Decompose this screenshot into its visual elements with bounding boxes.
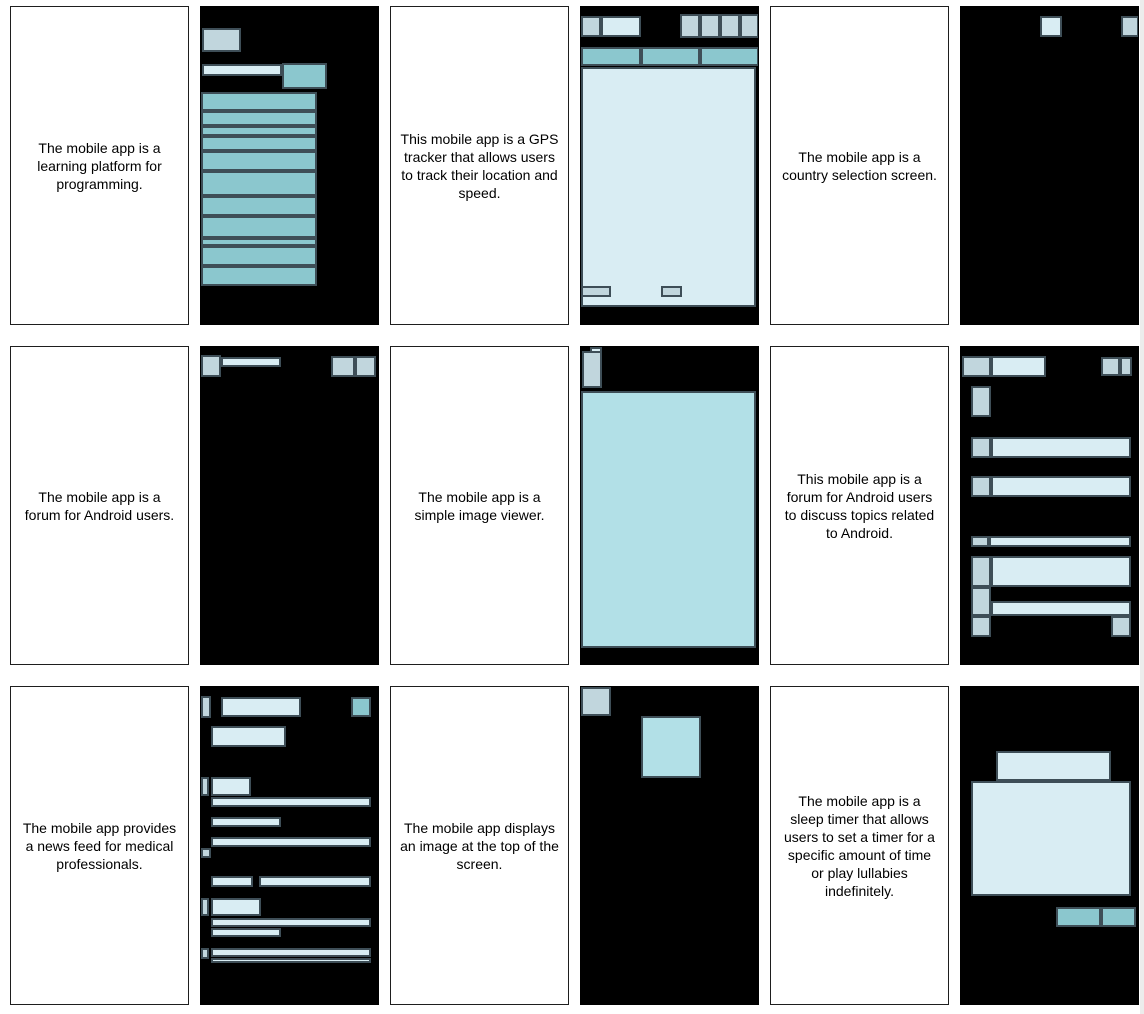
list-row (201, 216, 317, 238)
menu-button (331, 356, 355, 377)
text-line (211, 928, 281, 937)
menu-button (680, 14, 700, 38)
text-line (211, 958, 371, 963)
nav-tab (581, 47, 641, 66)
topic-row (991, 556, 1131, 587)
wireframe-sleep-timer (960, 686, 1139, 1005)
text-line (211, 948, 371, 957)
app-description: The mobile app is a country selection screen. (782, 148, 937, 183)
image-thumbnail (641, 716, 701, 778)
topic-row (991, 437, 1131, 458)
header-chip (581, 687, 611, 716)
menu-button (700, 14, 720, 38)
wireframe-image-top (580, 686, 759, 1005)
card-sleep-timer (770, 686, 949, 1005)
topic-row (989, 536, 1131, 547)
topic-row (991, 601, 1131, 616)
wireframe-image-viewer (580, 346, 759, 665)
edge-chip (201, 948, 209, 959)
app-description: The mobile app displays an image at the top of the screen. (400, 819, 559, 872)
map-control (661, 286, 682, 297)
app-description: The mobile app is a learning platform for programming. (37, 139, 162, 192)
text-line (211, 837, 371, 847)
text-line (259, 876, 371, 887)
list-row (201, 111, 317, 126)
topic-row (991, 476, 1131, 497)
card-medical-news-feed (10, 686, 189, 1005)
card-image-viewer (390, 346, 569, 665)
wireframe-android-discussion-forum (960, 346, 1139, 665)
headline (211, 726, 286, 747)
list-row (201, 126, 317, 136)
search-bar (202, 64, 282, 76)
edge-chip (201, 848, 211, 858)
app-description: This mobile app is a GPS tracker that allows users to track their location and speed. (400, 130, 559, 201)
avatar (971, 587, 991, 616)
list-row (201, 151, 317, 171)
list-row (201, 246, 317, 266)
menu-button (1120, 357, 1132, 376)
avatar (971, 437, 991, 458)
text-line (211, 817, 281, 827)
app-icon (962, 356, 991, 377)
avatar (971, 616, 991, 637)
wireframe-android-forum (200, 346, 379, 665)
edge-chip (201, 777, 209, 796)
wireframe-learning-platform (200, 6, 379, 325)
wireframe-gps-tracker (580, 6, 759, 325)
header-chip (1040, 16, 1062, 37)
app-description: The mobile app is a forum for Android users. (24, 488, 175, 523)
nav-icon (971, 386, 991, 417)
card-country-selection (770, 6, 949, 325)
nav-tab (700, 47, 759, 66)
header-chip (202, 28, 241, 52)
map-control (581, 286, 611, 297)
action-button (351, 697, 371, 717)
avatar (971, 556, 991, 587)
map-area (581, 67, 756, 307)
card-android-discussion-forum (770, 346, 949, 665)
app-icon (581, 16, 601, 37)
card-android-forum (10, 346, 189, 665)
page-control (1111, 616, 1131, 637)
timer-display (971, 781, 1131, 896)
card-learning-platform (10, 6, 189, 325)
list-row (201, 238, 317, 246)
title-bar (221, 697, 301, 717)
text-line (211, 876, 253, 887)
title-bar (601, 16, 641, 37)
scroll-handle (1121, 16, 1139, 37)
headline (211, 898, 261, 916)
edge-chip (201, 898, 209, 916)
search-button (282, 63, 327, 89)
menu-button (355, 356, 376, 377)
menu-button (720, 14, 740, 38)
app-description: The mobile app provides a news feed for medical professionals. (22, 819, 177, 872)
card-image-top (390, 686, 569, 1005)
list-row (201, 171, 317, 196)
scrollbar[interactable] (1140, 0, 1144, 1014)
text-line (211, 797, 371, 807)
timer-button (1101, 907, 1136, 927)
app-icon (582, 351, 602, 388)
list-row (201, 196, 317, 216)
title-bar (991, 356, 1046, 377)
menu-button (1101, 357, 1120, 376)
list-row (201, 92, 317, 111)
avatar (971, 476, 991, 497)
edge-chip (201, 696, 211, 718)
app-icon (201, 355, 221, 377)
app-description: This mobile app is a forum for Android users to discuss topics related to Android. (784, 470, 935, 541)
menu-button (740, 14, 759, 38)
thumbnail-grid (10, 6, 1139, 1005)
list-row (201, 136, 317, 151)
list-row (201, 266, 317, 286)
nav-tab (641, 47, 700, 66)
app-description: The mobile app is a simple image viewer. (414, 488, 545, 523)
text-line (211, 918, 371, 927)
wireframe-medical-news-feed (200, 686, 379, 1005)
app-description: The mobile app is a sleep timer that allows users to set a timer for a specific amount of time or play lullabies indefinitely. (784, 792, 935, 899)
headline (211, 777, 251, 796)
timer-button (1056, 907, 1101, 927)
card-gps-tracker (390, 6, 569, 325)
title-bar (221, 357, 281, 367)
wireframe-country-selection (960, 6, 1139, 325)
timer-label (996, 751, 1111, 781)
avatar (971, 536, 989, 547)
image-area (581, 391, 756, 648)
